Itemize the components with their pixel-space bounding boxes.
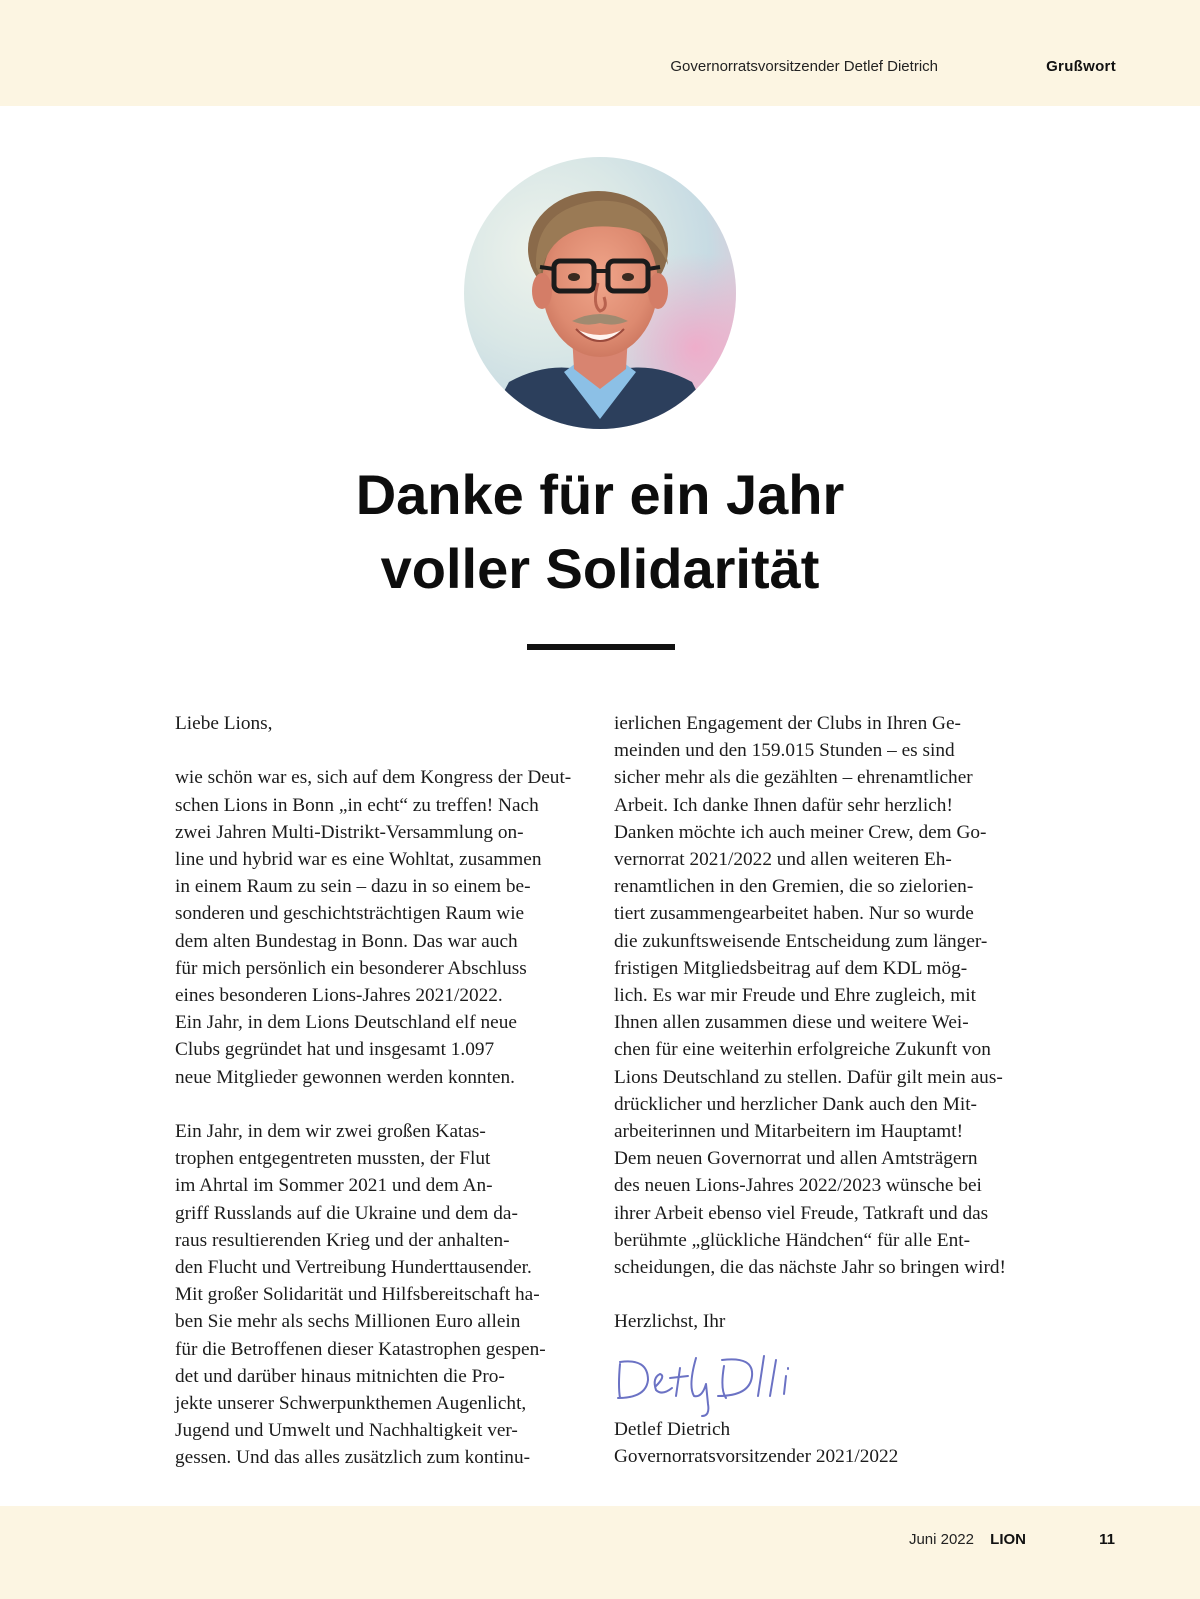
body-text-line: im Ahrtal im Sommer 2021 und dem An- (175, 1175, 493, 1197)
paragraph-gap (614, 1281, 1034, 1308)
body-text-line: neue Mitglieder gewonnen werden konnten. (175, 1066, 515, 1088)
body-text-line: des neuen Lions-Jahres 2022/2023 wünsche bei (614, 1175, 982, 1197)
body-text-line: berühmte „glückliche Händchen“ für alle Ent- (614, 1229, 971, 1251)
signer-block (614, 1416, 898, 1470)
author-portrait (464, 157, 736, 429)
body-text-line: Dem neuen Governorrat und allen Amtsträgern (614, 1148, 978, 1170)
section-label: Grußwort (1046, 58, 1116, 75)
body-text-line: Liebe Lions, (175, 713, 273, 734)
body-text-line: gessen. Und das alles zusätzlich zum kontinu- (175, 1447, 531, 1469)
body-column-right (614, 710, 1034, 1336)
body-text-line: für die Betroffenen dieser Katastrophen gespen- (175, 1338, 546, 1360)
body-text-line: Ein Jahr, in dem Lions Deutschland elf neue (175, 1012, 517, 1034)
paragraph-gap (175, 1091, 595, 1118)
body-text-line: für mich persönlich ein besonderer Abschluss (175, 957, 527, 979)
magazine-brand: LION (990, 1531, 1026, 1548)
title-divider (527, 644, 675, 650)
body-text-line: Ein Jahr, in dem wir zwei großen Katas- (175, 1121, 486, 1143)
body-text-line: det und darüber hinaus mitnichten die Pro- (175, 1365, 505, 1387)
body-text-line: Clubs gegründet hat und insgesamt 1.097 (175, 1039, 495, 1061)
body-text-line: trophen entgegentreten mussten, der Flut (175, 1148, 491, 1170)
body-text-line: raus resultierenden Krieg und der anhalten- (175, 1229, 510, 1251)
body-text-line: vernorrat 2021/2022 und allen weiteren Eh- (614, 849, 952, 871)
body-text-line: zwei Jahren Multi-Distrikt-Versammlung on- (175, 821, 524, 843)
signer-role: Governorratsvorsitzender 2021/2022 (614, 1446, 899, 1468)
body-text-line: fristigen Mitgliedsbeitrag auf dem KDL mög- (614, 957, 968, 979)
body-text-line: sicher mehr als die gezählten – ehrenamtlicher (614, 767, 973, 789)
body-text-line: Jugend und Umwelt und Nachhaltigkeit ver- (175, 1420, 518, 1442)
issue-date: Juni 2022 (908, 1531, 974, 1548)
body-text-line: Mit großer Solidarität und Hilfsbereitschaft ha- (175, 1284, 540, 1306)
body-text-line: arbeiterinnen und Mitarbeitern im Hauptamt! (614, 1121, 964, 1143)
body-text-line: den Flucht und Vertreibung Hunderttausender. (175, 1257, 532, 1279)
body-text-line: chen für eine weiterhin erfolgreiche Zukunft von (614, 1039, 991, 1061)
running-title: Governorratsvorsitzender Detlef Dietrich (670, 58, 938, 75)
body-column-left (175, 710, 595, 1472)
body-text-line: dem alten Bundestag in Bonn. Das war auch (175, 930, 518, 952)
header-band (0, 0, 1200, 106)
body-text-line: in einem Raum zu sein – dazu in so einem be- (175, 876, 531, 898)
body-text-line: drücklicher und herzlicher Dank auch den Mit- (614, 1093, 977, 1115)
article-title (0, 458, 1200, 606)
body-text-line: die zukunftsweisende Entscheidung zum länger- (614, 930, 988, 952)
body-text-line: meinden und den 159.015 Stunden – es sind (614, 740, 955, 762)
title-line: voller Solidarität (380, 537, 820, 600)
body-text-line: renamtlichen in den Gremien, die so zielorien- (614, 876, 974, 898)
body-text-line: ben Sie mehr als sechs Millionen Euro allein (175, 1311, 521, 1333)
body-text-line: Ihnen allen zusammen diese und weitere Wei- (614, 1012, 969, 1034)
footer-band (0, 1506, 1200, 1599)
body-text-line: Lions Deutschland zu stellen. Dafür gilt mein aus- (614, 1066, 1003, 1088)
body-text-line: Danken möchte ich auch meiner Crew, dem Go- (614, 821, 987, 843)
handwritten-signature (614, 1346, 804, 1418)
body-text-line: Herzlichst, Ihr (614, 1311, 726, 1333)
body-text-line: ierlichen Engagement der Clubs in Ihren Ge- (614, 713, 961, 734)
body-text-line: ihrer Arbeit ebenso viel Freude, Tatkraft und das (614, 1202, 989, 1224)
body-text-line: wie schön war es, sich auf dem Kongress der Deut- (175, 767, 572, 789)
signature-graphic (614, 1346, 804, 1418)
body-text-line: lich. Es war mir Freude und Ehre zugleich, mit (614, 985, 976, 1007)
body-text-line: line und hybrid war es eine Wohltat, zusammen (175, 849, 542, 870)
portrait-photo (464, 157, 736, 429)
body-text-line: tiert zusammengearbeitet haben. Nur so wurde (614, 903, 974, 925)
title-line: Danke für ein Jahr (355, 463, 845, 526)
body-text-line: jekte unserer Schwerpunkthemen Augenlicht, (175, 1393, 527, 1415)
body-text-line: eines besonderen Lions-Jahres 2021/2022. (175, 985, 503, 1007)
signer-name: Detlef Dietrich (614, 1419, 731, 1440)
body-text-line: sonderen und geschichtsträchtigen Raum wie (175, 903, 525, 925)
body-text-line: schen Lions in Bonn „in echt“ zu treffen! Nach (175, 794, 539, 816)
body-text-line: Arbeit. Ich danke Ihnen dafür sehr herzlich! (614, 794, 953, 816)
body-text-line: scheidungen, die das nächste Jahr so bringen wird! (614, 1257, 1006, 1279)
body-text-line: griff Russlands auf die Ukraine und dem da- (175, 1202, 518, 1224)
paragraph-gap (175, 737, 595, 764)
page-number: 11 (1099, 1531, 1115, 1548)
